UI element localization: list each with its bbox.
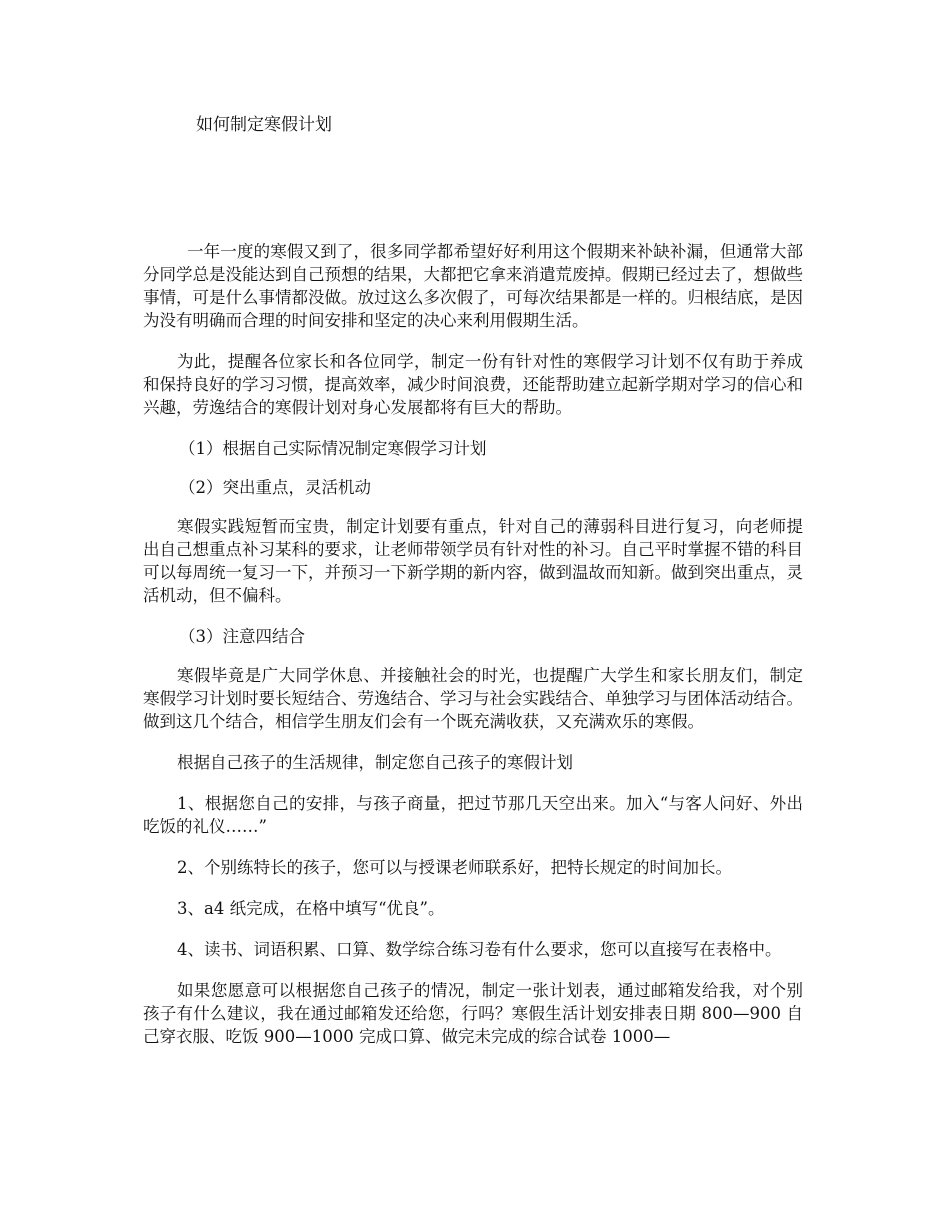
paragraph-intro: 一年一度的寒假又到了，很多同学都希望好好利用这个假期来补缺补漏，但通常大部分同学总是没能达到自己预想的结果，大都把它拿来消遣荒废掉。假期已经过去了，想做些事情，可是什么事情都没做。放过这么多次假了，可每次结果都是一样的。归根结底，是因为没有明确而合理的时间安排和坚定的决心来利用假期生活。 [143, 242, 803, 330]
document-body [143, 240, 803, 1066]
document-title: 如何制定寒假计划 [196, 115, 332, 135]
paragraph-reminder: 为此，提醒各位家长和各位同学，制定一份有针对性的寒假学习计划不仅有助于养成和保持良好的学习习惯，提高效率，减少时间浪费，还能帮助建立起新学期对学习的信心和兴趣，劳逸结合的寒假计划对身心发展都将有巨大的帮助。 [143, 352, 803, 417]
list-item-4: 4、读书、词语积累、口算、数学综合练习卷有什么要求，您可以直接写在表格中。 [177, 940, 782, 959]
section-heading-1: （1）根据自己实际情况制定寒假学习计划 [179, 439, 487, 458]
paragraph-schedule: 如果您愿意可以根据您自己孩子的情况，制定一张计划表，通过邮箱发给我，对个别孩子有什么建议，我在通过邮箱发还给您，行吗？寒假生活计划安排表日期 800—900 自己穿衣服、吃饭 900—1000 完成口算、做完未完成的综合试卷 1000— [143, 981, 803, 1046]
section-heading-2: （2）突出重点，灵活机动 [179, 478, 371, 497]
section-heading-3: （3）注意四结合 [179, 627, 305, 646]
paragraph-focus: 寒假实践短暂而宝贵，制定计划要有重点，针对自己的薄弱科目进行复习，向老师提出自己想重点补习某科的要求，让老师带领学员有针对性的补习。自己平时掌握不错的科目可以每周统一复习一下，并预习一下新学期的新内容，做到温故而知新。做到突出重点，灵活机动，但不偏科。 [143, 517, 803, 605]
paragraph-parent-plan-heading: 根据自己孩子的生活规律，制定您自己孩子的寒假计划 [177, 753, 573, 772]
list-item-3: 3、a4 纸完成，在格中填写“优良”。 [177, 899, 445, 918]
paragraph-four-combinations: 寒假毕竟是广大同学休息、并接触社会的时光，也提醒广大学生和家长朋友们，制定寒假学习计划时要长短结合、劳逸结合、学习与社会实践结合、单独学习与团体活动结合。做到这几个结合，相信学生朋友们会有一个既充满收获，又充满欢乐的寒假。 [143, 666, 803, 731]
list-item-1: 1、根据您自己的安排，与孩子商量，把过节那几天空出来。加入“与客人问好、外出吃饭的礼仪……” [143, 794, 803, 836]
list-item-2: 2、个别练特长的孩子，您可以与授课老师联系好，把特长规定的时间加长。 [177, 858, 732, 877]
